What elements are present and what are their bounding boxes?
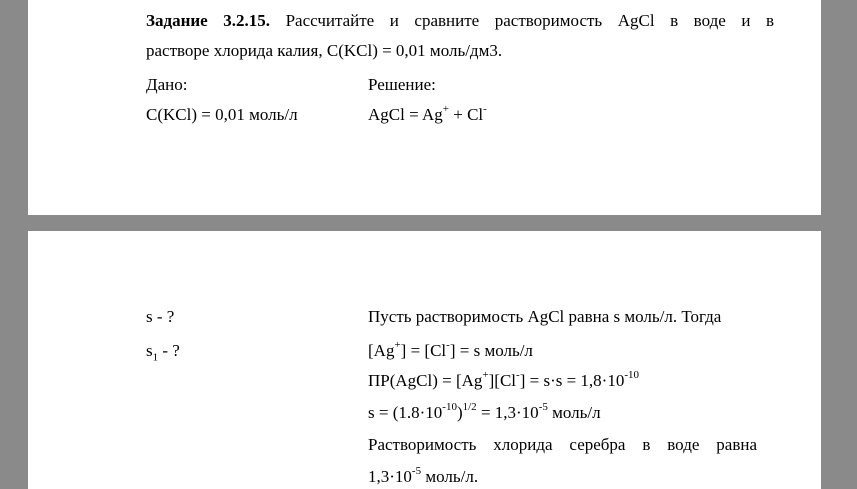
task-statement-line-1: [146, 11, 774, 31]
conclusion-line-1: Растворимость хлорида серебра в воде равна: [368, 435, 757, 454]
find-s1: $s_1$ - ?: [146, 341, 180, 364]
task-text-1: Рассчитайте и сравните растворимость AgCl в воде и в: [285, 11, 774, 30]
conclusion-line-2: $1,3\cdot 10^{-5}$ моль/л.: [368, 465, 479, 486]
solution-let-statement: Пусть растворимость AgCl равна s моль/л. Тогда: [368, 307, 722, 326]
concentration-equation: [Ag+] = [Cl-] = s моль/л: [368, 339, 533, 360]
solubility-equation: $s = (1.8\cdot 10^{-10})^{1/2} = 1,3\cdot 10^{-5}$ моль/л: [368, 401, 601, 422]
find-s: s - ?: [146, 307, 175, 326]
task-heading: Задание 3.2.15.: [146, 11, 271, 30]
given-label: Дано:: [146, 75, 188, 94]
given-concentration: C(KCl) = 0,01 моль/л: [146, 105, 298, 124]
dissociation-equation: AgCl = Ag+ + Cl-: [368, 103, 487, 124]
document-page-1: [28, 0, 821, 215]
solution-label: Решение:: [368, 75, 436, 94]
document-page-2: [28, 231, 821, 489]
task-statement-line-2: растворе хлорида калия, C(KCl) = 0,01 моль/дм3.: [146, 41, 503, 60]
ksp-equation: ПР(AgCl) = $[Ag^+][Cl^-] = s\cdot s = 1,8\cdot 10^{-10}$: [368, 369, 640, 390]
